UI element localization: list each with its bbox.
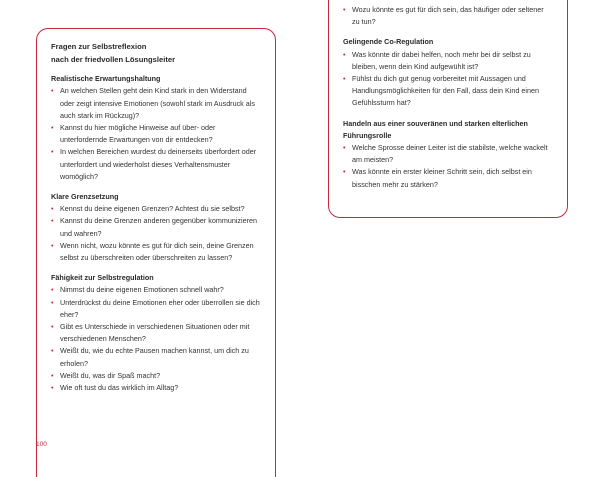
- list-item: • Was könnte ein erster kleiner Schritt sein, dich selbst ein bisschen mehr zu stärken?: [343, 166, 553, 190]
- section-realistic-expectations: [51, 73, 261, 183]
- section-clear-boundaries: [51, 191, 261, 264]
- list-item: • Welche Sprosse deiner Leiter ist die stabilste, welche wackelt am meisten?: [343, 142, 553, 166]
- page-number: 100: [36, 441, 47, 448]
- section-heading: Gelingende Co-Regulation: [343, 37, 434, 47]
- list-item: • Wozu könnte es gut für dich sein, das häufiger oder seltener zu tun?: [343, 4, 553, 28]
- section-heading: Fähigkeit zur Selbstregulation: [51, 273, 154, 283]
- question-list: [51, 203, 261, 264]
- section-parental-leadership: [343, 118, 553, 191]
- list-item: • Weißt du, wie du echte Pausen machen kannst, um dich zu erholen?: [51, 345, 261, 369]
- list-item: • Nimmst du deine eigenen Emotionen schnell wahr?: [51, 284, 261, 296]
- list-item: • In welchen Bereichen wurdest du deinerseits überfordert oder unterfordert und wiederholst dieses Verhaltensmuster womöglich?: [51, 146, 261, 183]
- list-item: • Unterdrückst du deine Emotionen eher oder überrollen sie dich eher?: [51, 297, 261, 321]
- section-continued: [343, 4, 553, 28]
- list-item: • Was könnte dir dabei helfen, noch mehr bei dir selbst zu bleiben, wenn dein Kind aufgewühlt ist?: [343, 49, 553, 73]
- left-reflection-box: [36, 28, 276, 477]
- list-item: • An welchen Stellen geht dein Kind stark in den Widerstand oder zeigt intensive Emotionen (sowohl stark im Ausdruck als auch stark im Rückzug)?: [51, 85, 261, 122]
- section-co-regulation: [343, 36, 553, 109]
- box-title: [51, 41, 261, 66]
- question-list: [343, 49, 553, 110]
- list-item: • Wie oft tust du das wirklich im Alltag?: [51, 382, 261, 394]
- section-heading: Klare Grenzsetzung: [51, 192, 119, 202]
- box-title-line-2: nach der friedvollen Lösungsleiter: [51, 54, 176, 64]
- list-item: • Gibt es Unterschiede in verschiedenen Situationen oder mit verschiedenen Menschen?: [51, 321, 261, 345]
- question-list: [51, 85, 261, 183]
- box-title-line-1: Fragen zur Selbstreflexion: [51, 42, 147, 51]
- question-list: [51, 284, 261, 394]
- question-list: [343, 4, 553, 28]
- list-item: • Wenn nicht, wozu könnte es gut für dich sein, deine Grenzen selbst zu überschreiten oder überschreiten zu lassen?: [51, 240, 261, 264]
- question-list: [343, 142, 553, 191]
- list-item: • Kannst du hier mögliche Hinweise auf über- oder unterfordernde Erwartungen von dir entdecken?: [51, 122, 261, 146]
- list-item: • Fühlst du dich gut genug vorbereitet mit Aussagen und Handlungsmöglichkeiten für den Fall, dass dein Kind einen Gefühlssturm hat?: [343, 73, 553, 110]
- section-heading: Handeln aus einer souveränen und starken elterlichen Führungsrolle: [343, 118, 528, 140]
- list-item: • Kannst du deine Grenzen anderen gegenüber kommunizieren und wahren?: [51, 215, 261, 239]
- list-item: • Weißt du, was dir Spaß macht?: [51, 370, 261, 382]
- right-reflection-box: [328, 0, 568, 218]
- section-self-regulation: [51, 272, 261, 394]
- list-item: • Kennst du deine eigenen Grenzen? Achtest du sie selbst?: [51, 203, 261, 215]
- section-heading: Realistische Erwartungshaltung: [51, 74, 161, 84]
